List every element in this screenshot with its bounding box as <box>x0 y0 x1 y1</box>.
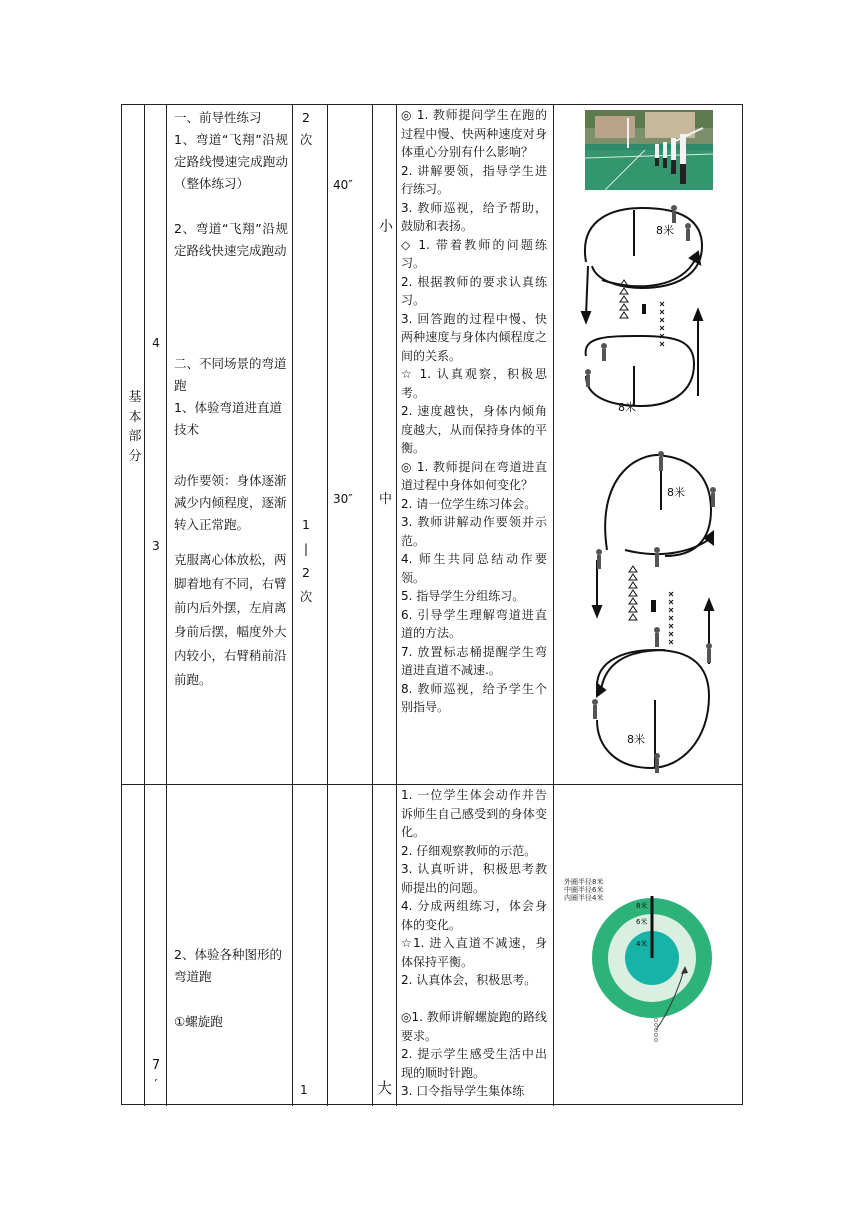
ring-label-middle: 6米 <box>636 918 648 926</box>
col-divider <box>372 105 373 1106</box>
legend-inner: 内圈半径4米 <box>564 894 604 902</box>
item-text: 2、弯道“飞翔”沿规定路线快速完成跑动 <box>174 221 288 258</box>
item-text: 1、弯道“飞翔”沿规定路线慢速完成跑动（整体练习） <box>174 132 288 191</box>
count-cell: 1 | 2 次 <box>299 517 313 604</box>
heading: 2、体验各种图形的弯道跑 <box>174 947 282 984</box>
curve-track-diagram <box>578 196 718 418</box>
intensity-value: 中 <box>379 492 393 507</box>
col-divider <box>327 105 328 1106</box>
time-value: 7 ′ <box>151 1058 161 1093</box>
count-value: 1 <box>300 1083 308 1097</box>
duration-value: 30″ <box>333 492 353 506</box>
time-value: 4 <box>152 336 160 350</box>
heading: 一、前导性练习 <box>174 110 262 125</box>
intensity-value: 大 <box>377 1079 393 1097</box>
count-cell: 2 次 <box>299 110 313 147</box>
method-cell: ◎ 1. 教师提问学生在跑的过程中慢、快两种速度对身体重心分别有什么影响？ 2. 讲解要领，指导学生进行练习。 3. 教师巡视，给予帮助，鼓励和表扬。 ◇ 1. 带着教师的问题练习。 2. 根据教师的要求认真练习。 3. 回答跑的过程中慢、快两种速度与身体内倾程度之间的关系。 ☆ 1. 认真观察，积极思考。 2. 速度越快，身体内倾角度越大，从而保持身体的平衡。 ◎ 1. 教师提问在弯道进直道过程中身体如何变化？ 2. 请一位学生练习体会。 3. 教师讲解动作要领并示范。 4. 师生共同总结动作要领。 5. 指导学生分组练习。 6. 引导学生理解弯道进直道的方法。 7. 放置标志桶提醒学生弯道进直道不减速.。 8. 教师巡视，给予学生个别指导。 <box>401 108 547 714</box>
col-divider <box>292 105 293 1106</box>
heading: 二、不同场景的弯道跑 <box>174 356 287 393</box>
section-label: 基 本 部 分 <box>128 390 142 464</box>
col-divider <box>166 105 167 1106</box>
curve-to-straight-diagram <box>585 450 721 780</box>
distance-label: 8米 <box>656 224 674 237</box>
practice-photo <box>585 110 713 190</box>
item-text: 1、体验弯道进直道技术 <box>174 400 282 437</box>
content-cell <box>174 944 288 988</box>
distance-label: 8米 <box>667 486 685 499</box>
col-divider <box>396 105 397 1106</box>
intensity-value: 小 <box>379 219 393 235</box>
distance-label: 8米 <box>618 401 636 414</box>
content-cell <box>174 353 288 441</box>
method-cell: 1. 一位学生体会动作并告诉师生自己感受到的身体变化。 2. 仔细观察教师的示范。 3. 认真听讲，积极思考教师提出的问题。 4. 分成两组练习，体会身体的变化。 ☆1. 进入直道不减速，身体保持平衡。 2. 认真体会，积极思考。 ◎1. 教师讲解螺旋跑的路线要求。 2. 提示学生感受生活中出现的顺时针跑。 3. 口令指导学生集体练 <box>401 788 547 1098</box>
row-divider <box>122 784 742 785</box>
ring-label-outer: 8米 <box>636 902 648 910</box>
col-divider <box>553 105 554 1106</box>
legend-middle: 中圈半径6米 <box>564 886 604 894</box>
content-cell: ①螺旋跑 <box>174 1014 223 1029</box>
content-cell <box>174 107 288 195</box>
spiral-run-diagram <box>560 870 720 1046</box>
distance-label: 8米 <box>627 733 645 746</box>
key-points: 动作要领：身体逐渐减少内倾程度，逐渐转入正常跑。 <box>174 473 287 532</box>
duration-value: 40″ <box>333 178 353 192</box>
ring-label-inner: 4米 <box>636 940 648 948</box>
time-value: 3 <box>152 539 160 553</box>
key-points-rhyme: 克服离心体放松，两脚着地有不同，右臂前内后外摆，左肩离身前后摆，幅度外大内较小，右臂稍前沿前跑。 <box>174 552 287 687</box>
col-divider <box>144 105 145 1106</box>
content-cell <box>174 218 288 262</box>
legend-outer: 外圈半径8米 <box>564 878 604 886</box>
